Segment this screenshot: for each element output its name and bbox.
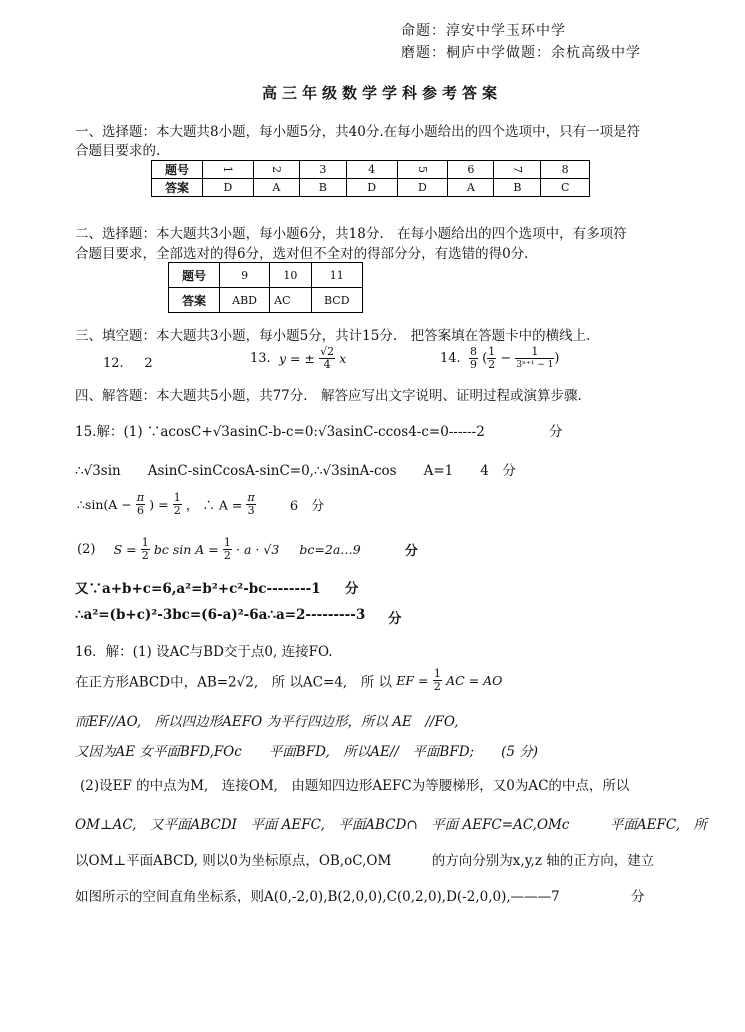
question-number: 9 bbox=[220, 263, 270, 288]
table-row-numbers bbox=[152, 161, 590, 179]
question-number: 5 bbox=[397, 161, 448, 179]
question-number: 3 bbox=[299, 161, 346, 179]
q15-line6: ∴a²=(b+c)²-3bc=(6-a)²-6a∴a=2---------3 bbox=[75, 607, 366, 623]
fill-answer-12: 12. 2 bbox=[103, 356, 153, 371]
answer-cell: D bbox=[346, 179, 397, 197]
q16-line7: 以OM⊥平面ABCD, 则以0为坐标原点，OB,oC,OM 的方向分别为x,y,z 轴的正方向，建立 bbox=[75, 853, 655, 869]
section3-text: 三、填空题：本大题共3小题，每小题5分，共计15分. 把答案填在答题卡中的横线上. bbox=[75, 328, 591, 344]
page-title: 高三年级数学学科参考答案 bbox=[262, 84, 503, 102]
q16-line6: OM⊥AC, 又平面ABCDI 平面 AEFC, 平面ABCD∩ 平面 AEFC=AC,OMc 平面AEFC, 所 bbox=[75, 817, 708, 833]
answer-cell: D bbox=[203, 179, 254, 197]
question-number: 7 bbox=[494, 161, 541, 179]
answer-cell: B bbox=[494, 179, 541, 197]
q15-line6-score: 分 bbox=[388, 611, 402, 627]
question-number: 2 bbox=[253, 161, 299, 179]
table-row-answers bbox=[152, 179, 590, 197]
q15-line1: 15.解：(1) ∵acosC+√3asinC-b-c=0:√3asinC-ccos4-c=0------2 bbox=[75, 424, 485, 440]
q16-line5: (2)设EF 的中点为M, 连接OM, 由题知四边形AEFC为等腰梯形，又0为AC的中点，所以 bbox=[80, 778, 630, 794]
fill-answer-14: 14. $\frac{8}{9}$ ( $\frac{1}{2}$ − $\frac{1}{\text{3ⁿ⁺¹ − 1}}$ ) bbox=[440, 345, 560, 371]
answer-cell: BCD bbox=[311, 288, 362, 313]
q15-line5-score: 分 bbox=[345, 581, 359, 597]
answer-cell: A bbox=[253, 179, 299, 197]
row-label-answer: 答案 bbox=[169, 288, 220, 313]
answer-cell: A bbox=[448, 179, 494, 197]
answer-cell: AC bbox=[270, 288, 311, 313]
section4-text: 四、解答题：本大题共5小题，共77分. 解答应写出文字说明、证明过程或演算步骤. bbox=[75, 388, 582, 404]
answer-cell: ABD bbox=[220, 288, 270, 313]
question-number: 6 bbox=[448, 161, 494, 179]
q16-line3: 而EF//AO, 所以四边形AEFO 为平行四边形，所以 AE //FO, bbox=[75, 714, 459, 730]
row-label-number: 题号 bbox=[152, 161, 203, 179]
question-number: 10 bbox=[270, 263, 311, 288]
row-label-answer: 答案 bbox=[152, 179, 203, 197]
q15-line5: 又∵a+b+c=6,a²=b²+c²-bc--------1 bbox=[75, 581, 321, 597]
question-number: 4 bbox=[346, 161, 397, 179]
section1-text-a: 一、选择题：本大题共8小题，每小题5分，共40分.在每小题给出的四个选项中，只有一项是符 bbox=[75, 124, 641, 140]
question-number: 1 bbox=[203, 161, 254, 179]
question-number: 8 bbox=[541, 161, 590, 179]
q16-line2: 在正方形ABCD中，AB=2√2, 所 以AC=4, 所 以 EF = $\frac{1}{2}$ AC = AO bbox=[75, 667, 503, 693]
answer-cell: C bbox=[541, 179, 590, 197]
fill-answer-13: 13. y = ± $\frac{√2}{4}$ x bbox=[250, 345, 347, 371]
table-row-numbers bbox=[169, 263, 363, 288]
q15-line4: (2) S = $\frac{1}{2}$ bc sin A = $\frac{1}{2}$ · a · √3 bc=2a…9 分 bbox=[77, 536, 418, 562]
section2-text-a: 二、选择题：本大题共3小题，每小题6分，共18分. 在每小题给出的四个选项中，有多项符 bbox=[75, 226, 627, 242]
section1-text-b: 合题目要求的. bbox=[75, 143, 161, 159]
table-row-answers bbox=[169, 288, 363, 313]
answer-cell: B bbox=[299, 179, 346, 197]
q16-line1: 16．解：(1) 设AC与BD交于点0, 连接FO. bbox=[75, 644, 333, 660]
header-author: 命题：淳安中学玉环中学 bbox=[401, 23, 566, 39]
q16-line8: 如图所示的空间直角坐标系，则A(0,-2,0),B(2,0,0),C(0,2,0),D(-2,0,0),———7 bbox=[75, 889, 560, 905]
question-number: 11 bbox=[311, 263, 362, 288]
q15-line3: ∴sin(A − $\frac{\pi}{6}$ ) = $\frac{1}{2}$ ， ∴ A = $\frac{\pi}{3}$ 6 分 bbox=[77, 491, 325, 517]
header-reviewer: 磨题：桐庐中学做题：余杭高级中学 bbox=[401, 45, 641, 61]
choice-answer-table bbox=[151, 160, 590, 197]
multi-choice-answer-table bbox=[168, 262, 363, 313]
q16-line4: 又因为AE 女平面BFD,FOc 平面BFD, 所以AE// 平面BFD; (5 分) bbox=[75, 744, 539, 760]
answer-cell: D bbox=[397, 179, 448, 197]
section2-text-b: 合题目要求，全部选对的得6分，选对但不全对的得部分分，有选错的得0分. bbox=[75, 246, 529, 262]
q16-line8-score: 分 bbox=[631, 889, 645, 905]
row-label-number: 题号 bbox=[169, 263, 220, 288]
q15-line1-score: 分 bbox=[549, 424, 563, 440]
q15-line2: ∴√3sin AsinC-sinCcosA-sinC=0,∴√3sinA-cos A=1 4 分 bbox=[75, 463, 516, 479]
